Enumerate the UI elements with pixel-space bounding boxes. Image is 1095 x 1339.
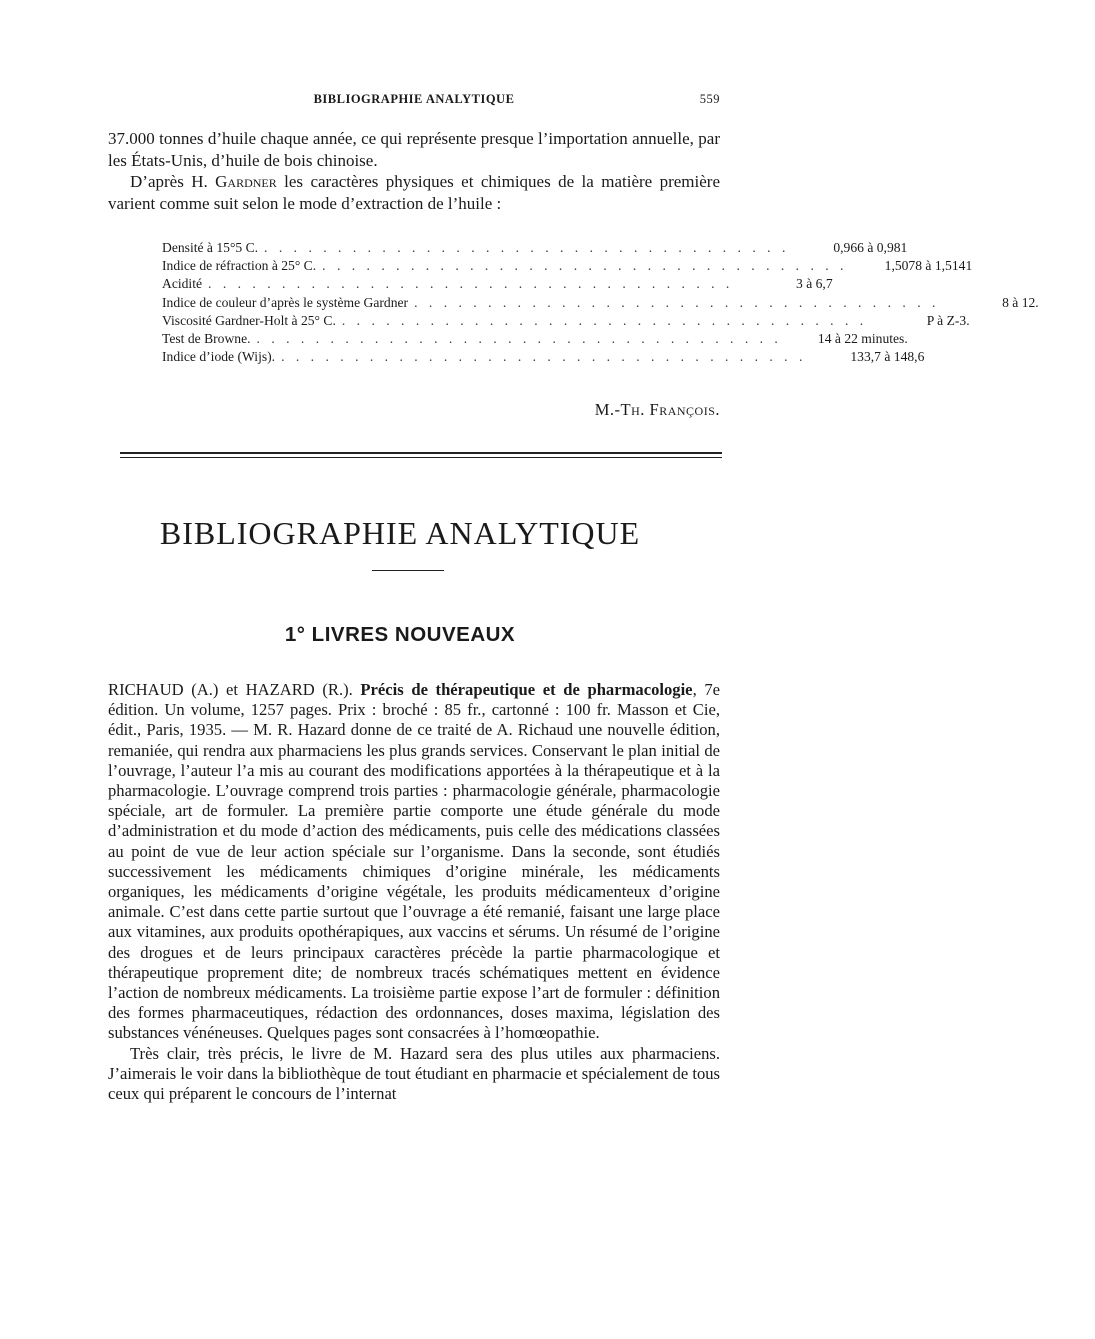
property-row xyxy=(162,294,1039,312)
property-value: 0,966 à 0,981 xyxy=(833,240,908,255)
property-row xyxy=(162,257,973,275)
property-value: 3 à 6,7 xyxy=(796,276,833,292)
review-authors: RICHAUD (A.) et HAZARD (R.). xyxy=(108,680,361,699)
intro-paragraph-1: 37.000 tonnes d’huile chaque année, ce qui représente presque l’importation annuelle, par les États-Unis, d’huile de bois chinoise. xyxy=(108,129,720,170)
intro-paragraph-2 xyxy=(108,171,720,214)
property-row xyxy=(162,239,908,257)
leader-dots: . . . . . . . . . . . . . . . . . . . . . . . . . . . . . . . . . . . . xyxy=(414,294,940,310)
property-label: Indice d’iode (Wijs). xyxy=(162,349,276,365)
property-value: 1,5078 à 1,5141 xyxy=(884,258,973,274)
review-book-title: Précis de thérapeutique et de pharmacologie xyxy=(360,680,693,699)
property-value: 8 à 12. xyxy=(1002,294,1039,310)
property-row xyxy=(162,348,925,366)
intro-text xyxy=(108,128,720,214)
property-label: Indice de réfraction à 25° C. xyxy=(162,258,317,274)
leader-dots: . . . . . . . . . . . . . . . . . . . . . . . . . . . . . . . . . . . . xyxy=(281,349,807,365)
book-review xyxy=(108,680,720,1104)
property-row xyxy=(162,275,833,293)
property-row xyxy=(162,330,908,348)
review-details: , 7e édition. Un volume, 1257 pages. Prix : broché : 85 fr., cartonné : 100 fr. Masson et Cie, édit., Paris, 1935. — M. R. Hazard donne de ce traité de A. Richaud une nouvelle édition, remaniée, qui rendra aux pharmaciens les plus grands services. Conservant le plan initial de l’ouvrage, l’auteur l’a mis au courant des modifications apportées à la thérapeutique et à la pharmacologie. L’ouvrage comprend trois parties : pharmacologie générale, pharmacologie spéciale, art de formuler. La première partie comporte une étude générale du mode d’administration et du mode d’action des médicaments, puis celle des médications classées au point de vue de leur action spéciale sur l’organisme. Dans la seconde, sont étudiés successivement les médicaments chimiques d’origine minérale, les médicaments organiques, les médicaments d’origine végétale, les produits médicamenteux d’origine animale. C’est dans cette partie surtout que l’ouvrage a été remanié, faisant une large place aux vitamines, aux produits opothérapiques, aux vaccins et sérums. Un résumé de l’origine des drogues et de leurs principaux caractères précède la partie pharmacologique et thérapeutique proprement dite; de nombreux tracés schématiques mettent en évidence l’action de nombreux médicaments. La troisième partie expose l’art de formuler : définition des formes pharmaceutiques, rédaction des ordonnances, doses maxima, législation des substances vénéneuses. Quelques pages sont consacrées à l’homœopathie. xyxy=(108,680,720,1043)
signature: M.-Th. François. xyxy=(594,400,720,419)
property-row xyxy=(162,312,970,330)
author-name-gardner: Gardner xyxy=(215,172,277,192)
leader-dots: . . . . . . . . . . . . . . . . . . . . . . . . . . . . . . . . . . . . xyxy=(322,258,848,274)
property-label: Viscosité Gardner-Holt à 25° C. xyxy=(162,312,336,328)
leader-dots: . . . . . . . . . . . . . . . . . . . . . . . . . . . . . . . . . . . . xyxy=(208,276,734,292)
review-paragraph-1 xyxy=(108,680,720,1044)
section-title: BIBLIOGRAPHIE ANALYTIQUE xyxy=(159,515,641,551)
section-divider xyxy=(120,452,722,458)
property-label: Acidité xyxy=(162,276,203,292)
property-label: Densité à 15°5 C. xyxy=(162,240,259,255)
property-label: Indice de couleur d’après le système Gardner xyxy=(162,294,409,310)
leader-dots: . . . . . . . . . . . . . . . . . . . . . . . . . . . . . . . . . . . . xyxy=(264,240,790,255)
leader-dots: . . . . . . . . . . . . . . . . . . . . . . . . . . . . . . . . . . . . xyxy=(256,331,782,347)
subsection-title: 1° LIVRES NOUVEAUX xyxy=(284,623,516,646)
review-paragraph-2: Très clair, très précis, le livre de M. Hazard sera des plus utiles aux pharmaciens. J’aimerais le voir dans la bibliothèque de tout étudiant en pharmacie et spécialement de tous ceux qui préparent le concours de l’internat xyxy=(108,1043,720,1104)
leader-dots: . . . . . . . . . . . . . . . . . . . . . . . . . . . . . . . . . . . . xyxy=(341,312,868,328)
page-number: 559 xyxy=(699,92,720,106)
property-value: 133,7 à 148,6 xyxy=(850,349,925,365)
title-underline xyxy=(372,570,444,571)
property-value: P à Z-3. xyxy=(926,312,970,328)
intro-paragraph-2-suffix: les caractères physiques et chimiques de la matière première varient comme suit selon le mode d’extraction de l’huile : xyxy=(108,172,720,213)
property-value: 14 à 22 minutes. xyxy=(817,331,908,347)
intro-paragraph-2-prefix: D’après H. xyxy=(130,172,216,192)
properties-table xyxy=(162,239,1039,366)
running-head-title: BIBLIOGRAPHIE ANALYTIQUE xyxy=(313,92,515,106)
property-label: Test de Browne. xyxy=(162,331,251,347)
